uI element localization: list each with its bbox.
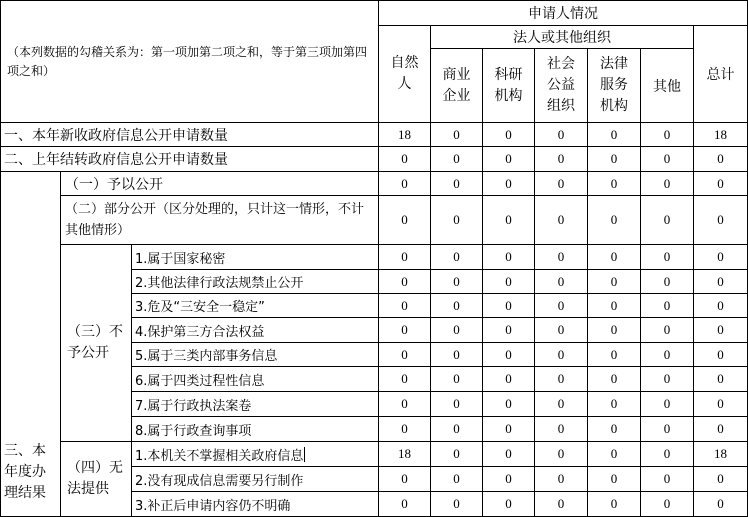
value-cell: 0 bbox=[641, 417, 694, 442]
value-cell: 0 bbox=[379, 318, 431, 343]
value-cell: 0 bbox=[588, 417, 641, 442]
value-cell: 0 bbox=[379, 492, 431, 517]
value-cell: 0 bbox=[588, 123, 641, 147]
row-label: 2.其他法律行政法规禁止公开 bbox=[132, 270, 379, 294]
value-cell: 0 bbox=[694, 172, 748, 196]
value-cell: 0 bbox=[431, 417, 483, 442]
value-cell: 0 bbox=[483, 417, 535, 442]
value-cell: 0 bbox=[641, 343, 694, 367]
header-total: 总计 bbox=[694, 26, 748, 123]
value-cell: 0 bbox=[641, 123, 694, 147]
value-cell: 0 bbox=[431, 270, 483, 294]
value-cell: 0 bbox=[641, 147, 694, 172]
value-cell: 0 bbox=[641, 245, 694, 270]
value-cell: 0 bbox=[431, 467, 483, 492]
value-cell: 0 bbox=[379, 270, 431, 294]
value-cell: 0 bbox=[483, 172, 535, 196]
row-label: 8.属于行政查询事项 bbox=[132, 417, 379, 442]
value-cell: 0 bbox=[588, 147, 641, 172]
value-cell: 0 bbox=[588, 172, 641, 196]
value-cell: 0 bbox=[641, 392, 694, 417]
value-cell: 0 bbox=[694, 492, 748, 517]
value-cell: 0 bbox=[535, 196, 588, 245]
value-cell: 0 bbox=[379, 417, 431, 442]
row-label: （一）予以公开 bbox=[61, 172, 379, 196]
row-label: 4.保护第三方合法权益 bbox=[132, 318, 379, 343]
value-cell: 0 bbox=[694, 343, 748, 367]
value-cell: 0 bbox=[483, 245, 535, 270]
value-cell: 0 bbox=[588, 196, 641, 245]
value-cell: 0 bbox=[431, 123, 483, 147]
value-cell: 0 bbox=[694, 245, 748, 270]
value-cell: 0 bbox=[694, 417, 748, 442]
value-cell: 0 bbox=[535, 492, 588, 517]
value-cell: 0 bbox=[588, 492, 641, 517]
value-cell: 0 bbox=[379, 294, 431, 318]
value-cell: 0 bbox=[588, 318, 641, 343]
value-cell: 0 bbox=[379, 196, 431, 245]
value-cell: 0 bbox=[431, 442, 483, 467]
value-cell: 0 bbox=[694, 147, 748, 172]
value-cell: 0 bbox=[431, 367, 483, 392]
row-label: 二、上年结转政府信息公开申请数量 bbox=[0, 147, 379, 172]
value-cell: 0 bbox=[483, 318, 535, 343]
value-cell: 0 bbox=[588, 392, 641, 417]
header-other: 其他 bbox=[641, 49, 694, 123]
value-cell: 0 bbox=[641, 318, 694, 343]
value-cell: 0 bbox=[431, 343, 483, 367]
value-cell: 0 bbox=[535, 343, 588, 367]
value-cell: 0 bbox=[694, 467, 748, 492]
value-cell: 18 bbox=[694, 123, 748, 147]
row-label-text: 1.本机关不掌握相关政府信息 bbox=[135, 448, 304, 464]
value-cell: 0 bbox=[483, 367, 535, 392]
value-cell: 0 bbox=[379, 392, 431, 417]
value-cell: 0 bbox=[431, 318, 483, 343]
value-cell: 0 bbox=[379, 467, 431, 492]
value-cell: 0 bbox=[535, 294, 588, 318]
value-cell: 0 bbox=[535, 467, 588, 492]
value-cell: 0 bbox=[483, 343, 535, 367]
value-cell: 0 bbox=[535, 392, 588, 417]
row-label: 1.属于国家秘密 bbox=[132, 245, 379, 270]
header-public-welfare: 社会公益组织 bbox=[535, 49, 588, 123]
value-cell: 0 bbox=[535, 417, 588, 442]
value-cell: 0 bbox=[483, 467, 535, 492]
value-cell: 0 bbox=[431, 294, 483, 318]
value-cell: 18 bbox=[379, 442, 431, 467]
value-cell: 0 bbox=[535, 367, 588, 392]
value-cell: 0 bbox=[588, 367, 641, 392]
value-cell: 0 bbox=[431, 172, 483, 196]
header-applicant-status: 申请人情况 bbox=[379, 0, 748, 26]
value-cell: 0 bbox=[379, 367, 431, 392]
value-cell: 0 bbox=[535, 172, 588, 196]
header-commercial: 商业企业 bbox=[431, 49, 483, 123]
value-cell: 0 bbox=[431, 392, 483, 417]
value-cell: 0 bbox=[641, 367, 694, 392]
group-label-not-public: （三）不予公开 bbox=[61, 245, 132, 442]
value-cell: 0 bbox=[431, 492, 483, 517]
value-cell: 0 bbox=[431, 147, 483, 172]
value-cell: 0 bbox=[535, 147, 588, 172]
header-legal-service: 法律服务机构 bbox=[588, 49, 641, 123]
value-cell: 0 bbox=[483, 147, 535, 172]
header-natural-person: 自然人 bbox=[379, 26, 431, 123]
value-cell: 0 bbox=[483, 442, 535, 467]
value-cell: 0 bbox=[483, 196, 535, 245]
value-cell: 0 bbox=[694, 270, 748, 294]
value-cell: 0 bbox=[641, 270, 694, 294]
value-cell: 0 bbox=[694, 392, 748, 417]
row-label: 一、本年新收政府信息公开申请数量 bbox=[0, 123, 379, 147]
value-cell: 0 bbox=[535, 442, 588, 467]
value-cell: 0 bbox=[641, 442, 694, 467]
value-cell: 0 bbox=[641, 196, 694, 245]
row-label: 6.属于四类过程性信息 bbox=[132, 367, 379, 392]
value-cell: 0 bbox=[641, 467, 694, 492]
row-label: （二）部分公开（区分处理的，只计这一情形，不计其他情形） bbox=[61, 196, 379, 245]
group-label-cannot-provide: （四）无法提供 bbox=[61, 442, 132, 517]
value-cell: 0 bbox=[431, 245, 483, 270]
header-legal-person-group: 法人或其他组织 bbox=[431, 26, 694, 49]
header-note: （本列数据的勾稽关系为：第一项加第二项之和，等于第三项加第四项之和） bbox=[0, 0, 379, 123]
value-cell: 0 bbox=[483, 270, 535, 294]
value-cell: 0 bbox=[483, 492, 535, 517]
value-cell: 0 bbox=[588, 467, 641, 492]
row-label: 2.没有现成信息需要另行制作 bbox=[132, 467, 379, 492]
row-label: 3.补正后申请内容仍不明确 bbox=[132, 492, 379, 517]
value-cell: 0 bbox=[694, 318, 748, 343]
value-cell: 0 bbox=[379, 343, 431, 367]
value-cell: 0 bbox=[641, 172, 694, 196]
value-cell: 0 bbox=[694, 196, 748, 245]
value-cell: 0 bbox=[535, 123, 588, 147]
row-label: 5.属于三类内部事务信息 bbox=[132, 343, 379, 367]
value-cell: 0 bbox=[483, 294, 535, 318]
row-label: 3.危及“三安全一稳定” bbox=[132, 294, 379, 318]
value-cell: 0 bbox=[694, 294, 748, 318]
value-cell: 0 bbox=[641, 294, 694, 318]
value-cell: 0 bbox=[588, 294, 641, 318]
value-cell: 18 bbox=[694, 442, 748, 467]
value-cell: 0 bbox=[535, 245, 588, 270]
value-cell: 0 bbox=[483, 123, 535, 147]
value-cell: 0 bbox=[379, 172, 431, 196]
value-cell: 0 bbox=[535, 318, 588, 343]
value-cell: 0 bbox=[641, 492, 694, 517]
text-cursor bbox=[304, 447, 305, 462]
value-cell: 0 bbox=[431, 196, 483, 245]
value-cell: 0 bbox=[588, 442, 641, 467]
value-cell: 0 bbox=[379, 147, 431, 172]
value-cell: 0 bbox=[379, 245, 431, 270]
value-cell: 0 bbox=[483, 392, 535, 417]
value-cell: 0 bbox=[588, 270, 641, 294]
row-label bbox=[132, 442, 379, 467]
value-cell: 0 bbox=[535, 270, 588, 294]
header-research: 科研机构 bbox=[483, 49, 535, 123]
value-cell: 0 bbox=[694, 367, 748, 392]
group-label-section3: 三、本年度办理结果 bbox=[0, 172, 61, 517]
value-cell: 18 bbox=[379, 123, 431, 147]
value-cell: 0 bbox=[588, 245, 641, 270]
value-cell: 0 bbox=[588, 343, 641, 367]
row-label: 7.属于行政执法案卷 bbox=[132, 392, 379, 417]
